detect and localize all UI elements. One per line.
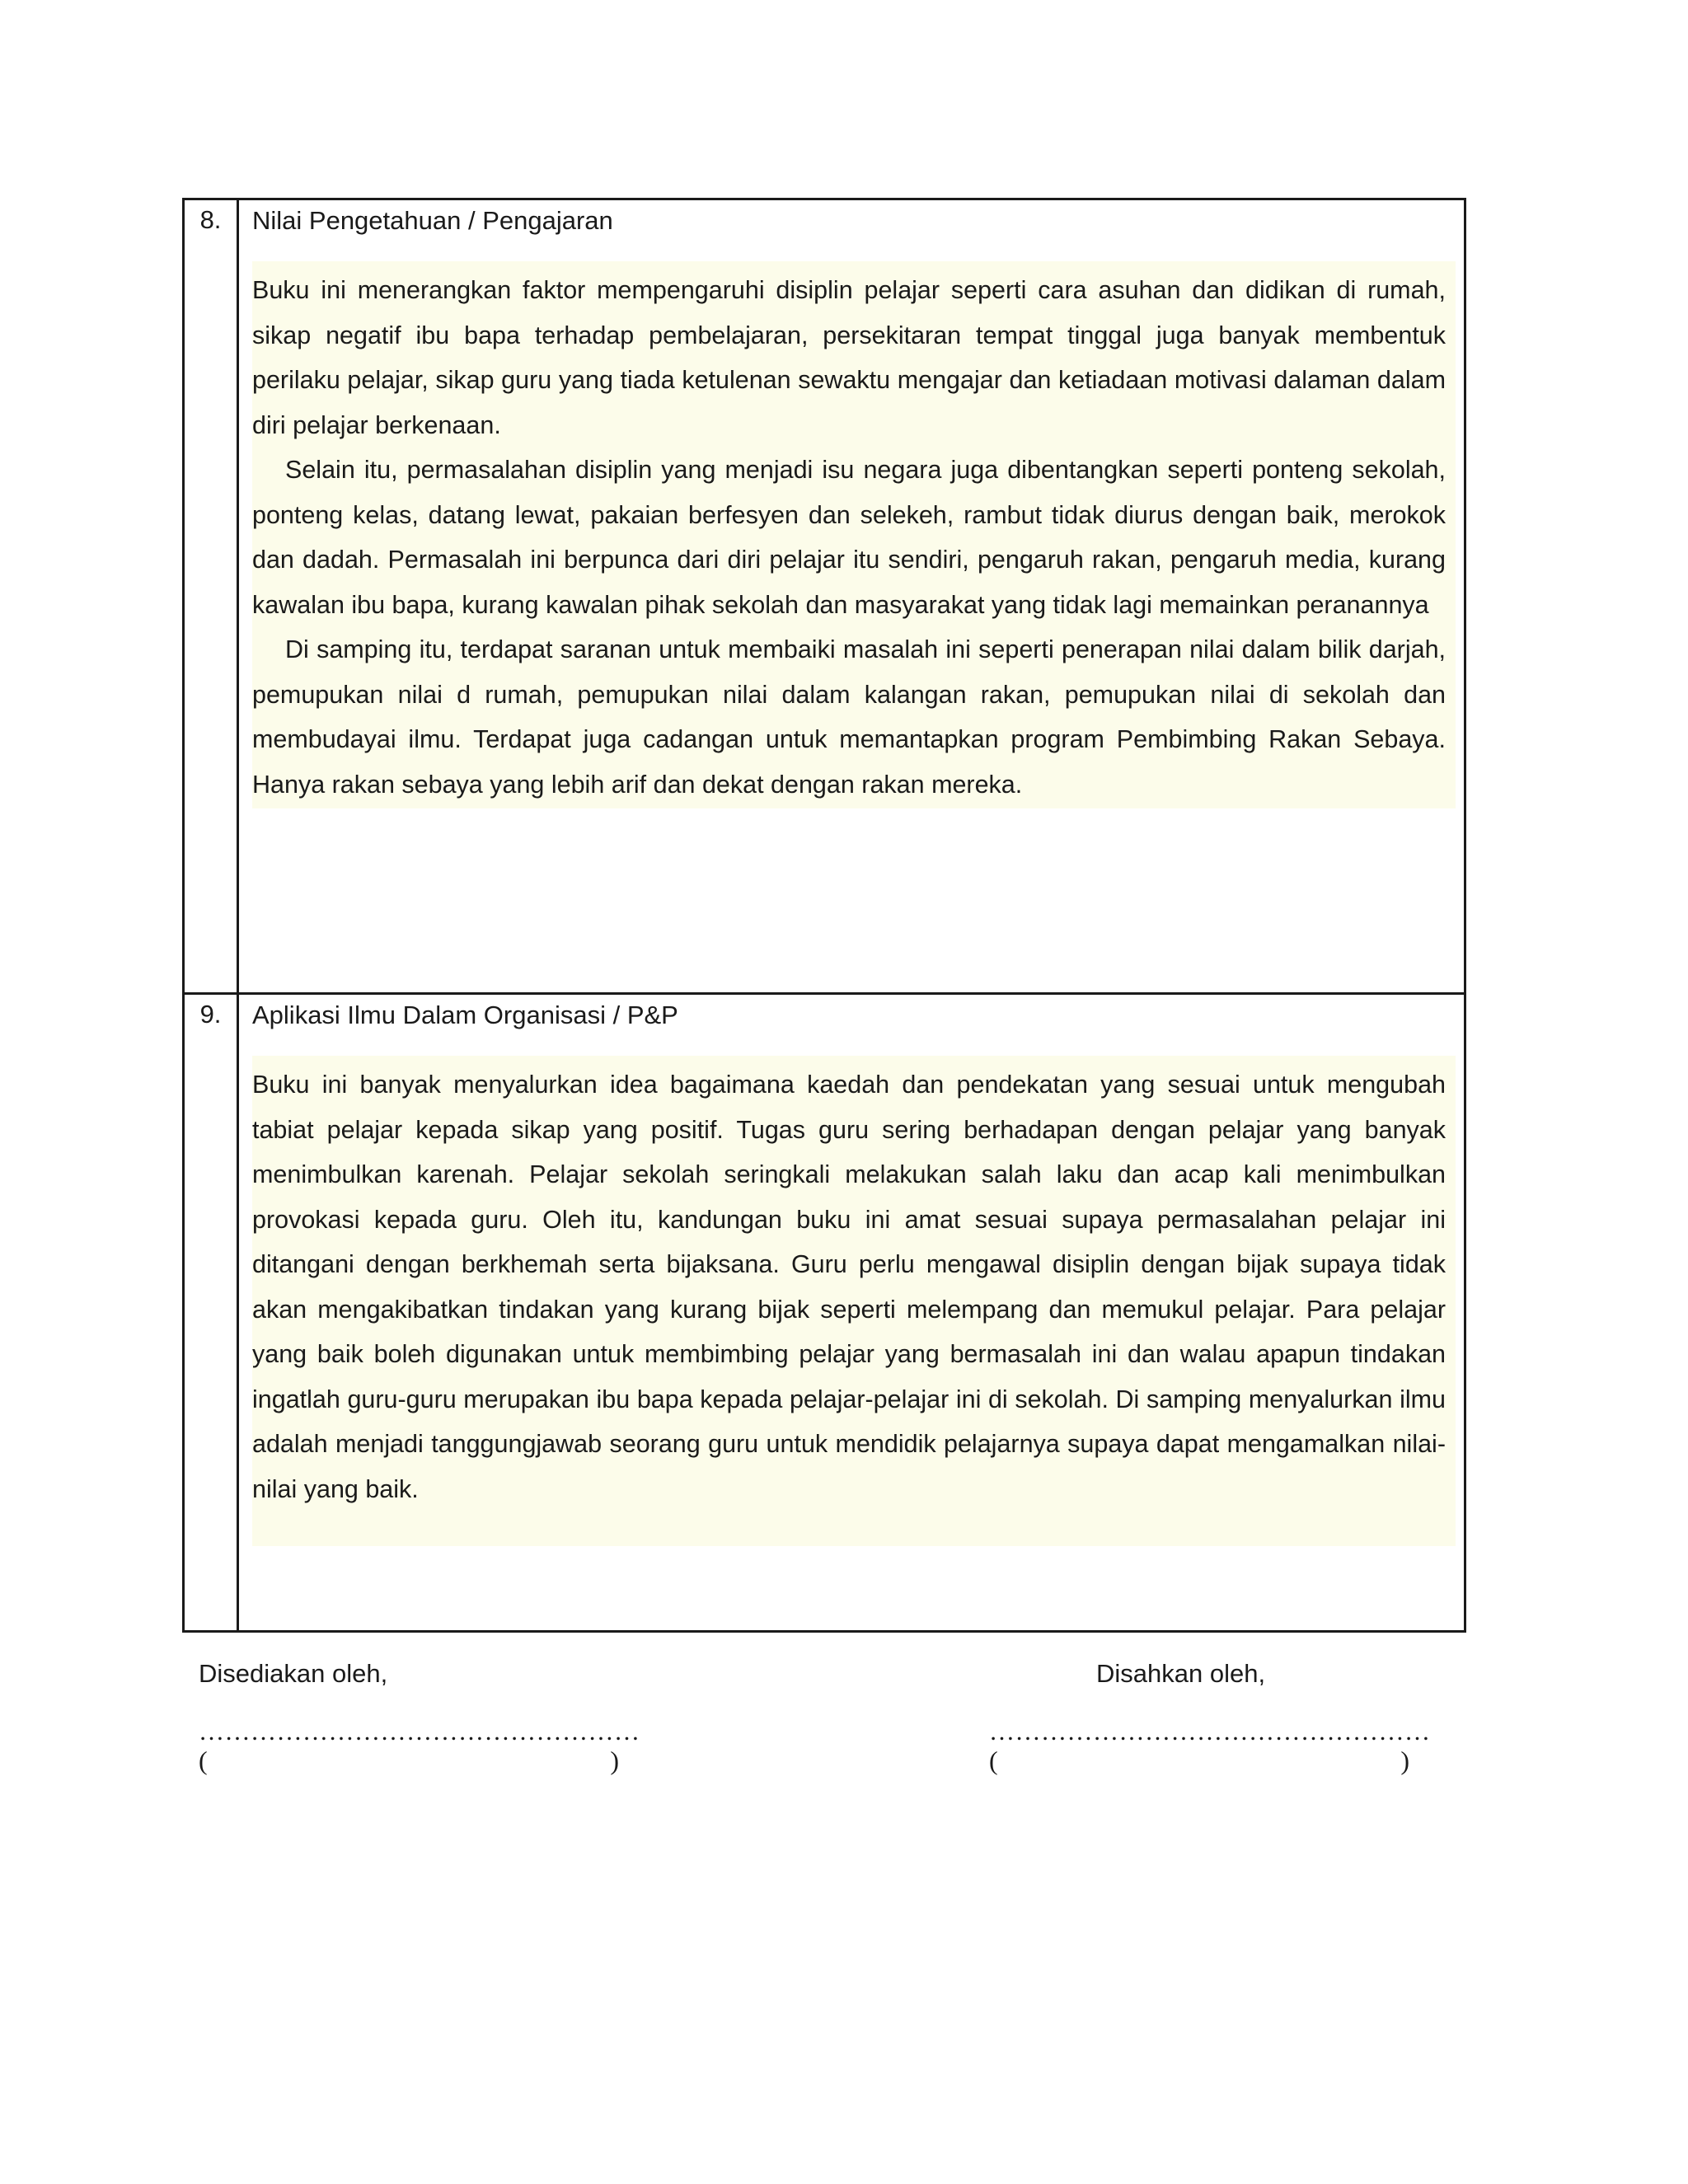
section-body	[252, 1056, 1456, 1546]
name-parentheses	[199, 1746, 619, 1775]
paren-close: )	[1400, 1746, 1409, 1775]
paren-open: (	[989, 1746, 998, 1775]
paren-close: )	[610, 1746, 619, 1775]
paragraph: Selain itu, permasalahan disiplin yang menjadi isu negara juga dibentangkan seperti ponteng sekolah, ponteng kelas, datang lewat, pakaian berfesyen dan selekeh, rambut tidak diurus dengan baik, merokok dan dadah. Permasalah ini berpunca dari diri pelajar itu sendiri, pengaruh rakan, pengaruh media, kurang kawalan ibu bapa, kurang kawalan pihak sekolah dan masyarakat yang tidak lagi memainkan peranannya	[252, 456, 1446, 619]
paragraph: Buku ini menerangkan faktor mempengaruhi disiplin pelajar seperti cara asuhan dan didikan di rumah, sikap negatif ibu bapa terhadap pembelajaran, persekitaran tempat tinggal juga banyak membentuk perilaku pelajar, sikap guru yang tiada ketulenan sewaktu mengajar dan ketiadaan motivasi dalaman dalam diri pelajar berkenaan.	[252, 276, 1446, 439]
section-heading: Aplikasi Ilmu Dalam Organisasi / P&P	[252, 1001, 678, 1029]
section-row-9	[184, 994, 1465, 1632]
prepared-by-block	[199, 1658, 660, 1775]
approved-by-label: Disahkan oleh,	[1096, 1659, 1266, 1688]
name-parentheses	[989, 1746, 1409, 1775]
section-heading: Nilai Pengetahuan / Pengajaran	[252, 206, 613, 235]
section-number: 9.	[184, 994, 238, 1632]
paragraph: Di samping itu, terdapat saranan untuk membaiki masalah ini seperti penerapan nilai dalam bilik darjah, pemupukan nilai d rumah, pemupukan nilai dalam kalangan rakan, pemupukan nilai di sekolah dan membudayai ilmu. Terdapat juga cadangan untuk memantapkan program Pembimbing Rakan Sebaya. Hanya rakan sebaya yang lebih arif dan dekat dengan rakan mereka.	[252, 635, 1446, 799]
prepared-by-label: Disediakan oleh,	[199, 1659, 388, 1688]
section-row-8	[184, 199, 1465, 994]
section-number: 8.	[184, 199, 238, 994]
signature-line: ……………………………………………	[199, 1717, 640, 1746]
section-body	[252, 261, 1456, 808]
section-content	[238, 994, 1465, 1632]
paren-open: (	[199, 1746, 208, 1775]
review-form-table	[182, 198, 1466, 1633]
signature-line: ……………………………………………	[989, 1717, 1431, 1746]
approved-by-block	[989, 1658, 1451, 1775]
section-content	[238, 199, 1465, 994]
paragraph: Buku ini banyak menyalurkan idea bagaimana kaedah dan pendekatan yang sesuai untuk mengubah tabiat pelajar kepada sikap yang positif. Tugas guru sering berhadapan dengan pelajar yang banyak menimbulkan karenah. Pelajar sekolah seringkali melakukan salah laku dan acap kali menimbulkan provokasi kepada guru. Oleh itu, kandungan buku ini amat sesuai supaya permasalahan pelajar ini ditangani dengan berkhemah serta bijaksana. Guru perlu mengawal disiplin dengan bijak supaya tidak akan mengakibatkan tindakan yang kurang bijak seperti melempang dan memukul pelajar. Para pelajar yang baik boleh digunakan untuk membimbing pelajar yang bermasalah ini dan walau apapun tindakan ingatlah guru-guru merupakan ibu bapa kepada pelajar-pelajar ini di sekolah. Di samping menyalurkan ilmu adalah menjadi tanggungjawab seorang guru untuk mendidik pelajarnya supaya dapat mengamalkan nilai-nilai yang baik.	[252, 1071, 1446, 1503]
